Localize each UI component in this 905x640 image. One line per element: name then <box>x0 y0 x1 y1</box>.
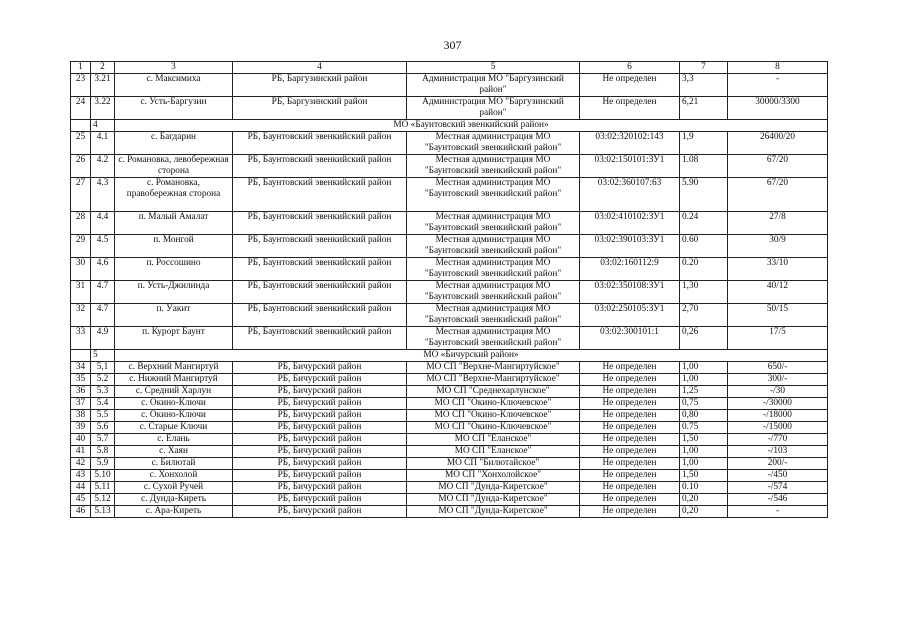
cadastre-cell: Не определен <box>580 398 680 410</box>
row-number-cell: 43 <box>71 470 91 482</box>
area-cell: 1,9 <box>680 132 728 155</box>
code-cell: 4.1 <box>91 132 115 155</box>
district-cell: РБ, Баргузинский район <box>233 97 407 120</box>
administration-cell: МО СП "Среднехарлунское" <box>407 386 580 398</box>
header-cell: 8 <box>728 62 828 74</box>
settlement-cell: п. Уакит <box>115 304 233 327</box>
cadastre-cell: Не определен <box>580 446 680 458</box>
settlement-cell: п. Курорт Баунт <box>115 327 233 350</box>
table-row <box>71 506 828 518</box>
area-cell: 1,00 <box>680 362 728 374</box>
section-number-cell <box>71 350 91 362</box>
table-row <box>71 458 828 470</box>
settlement-cell: с. Багдарин <box>115 132 233 155</box>
row-number-cell: 46 <box>71 506 91 518</box>
area-cell: 1,00 <box>680 374 728 386</box>
row-number-cell: 30 <box>71 258 91 281</box>
row-number-cell: 44 <box>71 482 91 494</box>
settlement-cell: с. Окино-Ключи <box>115 410 233 422</box>
settlement-cell: с. Билютай <box>115 458 233 470</box>
settlement-cell: с. Усть-Баргузин <box>115 97 233 120</box>
code-cell: 4.9 <box>91 327 115 350</box>
volume-cell: -/574 <box>728 482 828 494</box>
area-cell: 1,50 <box>680 470 728 482</box>
district-cell: РБ, Баунтовский эвенкийский район <box>233 304 407 327</box>
volume-cell: 650/- <box>728 362 828 374</box>
table-row <box>71 446 828 458</box>
table-row <box>71 235 828 258</box>
administration-cell: МО СП "Окино-Ключевское" <box>407 410 580 422</box>
code-cell: 5.9 <box>91 458 115 470</box>
settlement-cell: с. Романовка, левобережная сторона <box>115 155 233 178</box>
district-cell: РБ, Баунтовский эвенкийский район <box>233 327 407 350</box>
administration-cell: Местная администрация МО "Баунтовский эвенкийский район" <box>407 155 580 178</box>
area-cell: 0,20 <box>680 506 728 518</box>
district-cell: РБ, Бичурский район <box>233 362 407 374</box>
cadastre-cell: Не определен <box>580 410 680 422</box>
code-cell: 4.7 <box>91 304 115 327</box>
settlement-cell: с. Романовка, правобережная сторона <box>115 178 233 212</box>
administration-cell: Местная администрация МО "Баунтовский эвенкийский район" <box>407 304 580 327</box>
row-number-cell: 32 <box>71 304 91 327</box>
administration-cell: Местная администрация МО "Баунтовский эвенкийский район" <box>407 212 580 235</box>
table-row <box>71 258 828 281</box>
settlement-cell: с. Хонхолой <box>115 470 233 482</box>
code-cell: 5.11 <box>91 482 115 494</box>
settlement-cell: с. Сухой Ручей <box>115 482 233 494</box>
cadastre-cell: Не определен <box>580 494 680 506</box>
table-row <box>71 374 828 386</box>
district-cell: РБ, Бичурский район <box>233 446 407 458</box>
volume-cell: - <box>728 506 828 518</box>
cadastre-cell: 03:02:350108:ЗУ1 <box>580 281 680 304</box>
row-number-cell: 25 <box>71 132 91 155</box>
administration-cell: МО СП "Еланское" <box>407 434 580 446</box>
cadastre-cell: Не определен <box>580 362 680 374</box>
section-row <box>71 120 828 132</box>
district-cell: РБ, Баунтовский эвенкийский район <box>233 178 407 212</box>
administration-cell: МО СП "Верхне-Мангиртуйское" <box>407 374 580 386</box>
district-cell: РБ, Бичурский район <box>233 434 407 446</box>
table-row <box>71 327 828 350</box>
volume-cell: 33/10 <box>728 258 828 281</box>
table-row <box>71 386 828 398</box>
row-number-cell: 34 <box>71 362 91 374</box>
administration-cell: Местная администрация МО "Баунтовский эвенкийский район" <box>407 281 580 304</box>
volume-cell: 30/9 <box>728 235 828 258</box>
volume-cell: -/103 <box>728 446 828 458</box>
area-cell: 0.24 <box>680 212 728 235</box>
settlement-cell: с. Верхний Мангиртуй <box>115 362 233 374</box>
area-cell: 0.75 <box>680 422 728 434</box>
settlement-cell: п. Усть-Джилинда <box>115 281 233 304</box>
row-number-cell: 33 <box>71 327 91 350</box>
cadastre-cell: Не определен <box>580 470 680 482</box>
settlement-cell: с. Окино-Ключи <box>115 398 233 410</box>
table-row <box>71 482 828 494</box>
administration-cell: Местная администрация МО "Баунтовский эвенкийский район" <box>407 132 580 155</box>
district-cell: РБ, Баунтовский эвенкийский район <box>233 235 407 258</box>
code-cell: 4.5 <box>91 235 115 258</box>
administration-cell: МО СП "Верхне-Мангиртуйское" <box>407 362 580 374</box>
district-cell: РБ, Баунтовский эвенкийский район <box>233 155 407 178</box>
district-cell: РБ, Баунтовский эвенкийский район <box>233 281 407 304</box>
district-cell: РБ, Бичурский район <box>233 386 407 398</box>
administration-cell: МО СП "Дунда-Киретское" <box>407 494 580 506</box>
header-cell: 2 <box>91 62 115 74</box>
table-row <box>71 304 828 327</box>
section-code-cell: 4 <box>91 120 115 132</box>
volume-cell: 67/20 <box>728 178 828 212</box>
administration-cell: Администрация МО "Баргузинский район" <box>407 74 580 97</box>
area-cell: 0.20 <box>680 258 728 281</box>
row-number-cell: 36 <box>71 386 91 398</box>
row-number-cell: 42 <box>71 458 91 470</box>
code-cell: 4.7 <box>91 281 115 304</box>
area-cell: 1,25 <box>680 386 728 398</box>
table-row <box>71 362 828 374</box>
cadastre-cell: 03:02:360107:63 <box>580 178 680 212</box>
row-number-cell: 41 <box>71 446 91 458</box>
code-cell: 5.13 <box>91 506 115 518</box>
section-title: МО «Баунтовский эвенкийский район» <box>115 120 828 132</box>
code-cell: 5.10 <box>91 470 115 482</box>
administration-cell: МО СП "Дунда-Киретское" <box>407 506 580 518</box>
code-cell: 5.6 <box>91 422 115 434</box>
area-cell: 3,3 <box>680 74 728 97</box>
area-cell: 6,21 <box>680 97 728 120</box>
administration-cell: Местная администрация МО "Баунтовский эвенкийский район" <box>407 235 580 258</box>
cadastre-cell: Не определен <box>580 422 680 434</box>
settlement-cell: п. Малый Амалат <box>115 212 233 235</box>
table-row <box>71 74 828 97</box>
table-body <box>71 62 828 518</box>
volume-cell: -/546 <box>728 494 828 506</box>
code-cell: 5.2 <box>91 374 115 386</box>
header-cell: 5 <box>407 62 580 74</box>
row-number-cell: 23 <box>71 74 91 97</box>
row-number-cell: 45 <box>71 494 91 506</box>
settlement-cell: с. Дунда-Киреть <box>115 494 233 506</box>
table-row <box>71 97 828 120</box>
volume-cell: 26400/20 <box>728 132 828 155</box>
cadastre-cell: Не определен <box>580 374 680 386</box>
district-cell: РБ, Бичурский район <box>233 398 407 410</box>
section-row <box>71 350 828 362</box>
row-number-cell: 38 <box>71 410 91 422</box>
area-cell: 2,70 <box>680 304 728 327</box>
settlement-cell: с. Старые Ключи <box>115 422 233 434</box>
district-cell: РБ, Бичурский район <box>233 374 407 386</box>
district-cell: РБ, Бичурский район <box>233 458 407 470</box>
cadastre-cell: 03:02:160112:9 <box>580 258 680 281</box>
volume-cell: 67/20 <box>728 155 828 178</box>
header-cell: 3 <box>115 62 233 74</box>
volume-cell: 300/- <box>728 374 828 386</box>
cadastre-cell: Не определен <box>580 482 680 494</box>
code-cell: 5.7 <box>91 434 115 446</box>
district-cell: РБ, Бичурский район <box>233 506 407 518</box>
row-number-cell: 27 <box>71 178 91 212</box>
table-row <box>71 398 828 410</box>
area-cell: 1,30 <box>680 281 728 304</box>
code-cell: 4.4 <box>91 212 115 235</box>
district-cell: РБ, Баунтовский эвенкийский район <box>233 258 407 281</box>
administration-cell: Местная администрация МО "Баунтовский эвенкийский район" <box>407 178 580 212</box>
row-number-cell: 28 <box>71 212 91 235</box>
code-cell: 4.2 <box>91 155 115 178</box>
area-cell: 0,20 <box>680 494 728 506</box>
volume-cell: 50/15 <box>728 304 828 327</box>
table-row <box>71 281 828 304</box>
area-cell: 0,80 <box>680 410 728 422</box>
cadastre-cell: 03:02:300101:1 <box>580 327 680 350</box>
district-cell: РБ, Баунтовский эвенкийский район <box>233 132 407 155</box>
table-row <box>71 434 828 446</box>
page-number: 307 <box>443 38 462 52</box>
table-row <box>71 155 828 178</box>
area-cell: 0.60 <box>680 235 728 258</box>
cadastre-cell: 03:02:320102:143 <box>580 132 680 155</box>
district-cell: РБ, Бичурский район <box>233 482 407 494</box>
row-number-cell: 29 <box>71 235 91 258</box>
volume-cell: -/30 <box>728 386 828 398</box>
cadastre-cell: 03:02:410102:ЗУ1 <box>580 212 680 235</box>
settlement-cell: с. Средний Харлун <box>115 386 233 398</box>
volume-cell: -/770 <box>728 434 828 446</box>
area-cell: 0.10 <box>680 482 728 494</box>
cadastre-cell: Не определен <box>580 434 680 446</box>
code-cell: 5.5 <box>91 410 115 422</box>
settlement-cell: с. Елань <box>115 434 233 446</box>
section-title: МО «Бичурский район» <box>115 350 828 362</box>
volume-cell: 200/- <box>728 458 828 470</box>
administration-cell: МО СП "Окино-Ключевское" <box>407 398 580 410</box>
district-cell: РБ, Бичурский район <box>233 422 407 434</box>
area-cell: 0,75 <box>680 398 728 410</box>
administration-cell: МО СП "Билютайское" <box>407 458 580 470</box>
code-cell: 5.8 <box>91 446 115 458</box>
settlement-cell: с. Максимиха <box>115 74 233 97</box>
administration-cell: Местная администрация МО "Баунтовский эвенкийский район" <box>407 258 580 281</box>
row-number-cell: 26 <box>71 155 91 178</box>
settlement-cell: с. Ара-Киреть <box>115 506 233 518</box>
header-cell: 1 <box>71 62 91 74</box>
volume-cell: -/30000 <box>728 398 828 410</box>
code-cell: 3.21 <box>91 74 115 97</box>
row-number-cell: 40 <box>71 434 91 446</box>
volume-cell: -/15000 <box>728 422 828 434</box>
administration-cell: МО СП "Хонхолойское" <box>407 470 580 482</box>
row-number-cell: 35 <box>71 374 91 386</box>
code-cell: 5.4 <box>91 398 115 410</box>
area-cell: 0,26 <box>680 327 728 350</box>
cadastre-cell: 03:02:390103:ЗУ1 <box>580 235 680 258</box>
volume-cell: 27/8 <box>728 212 828 235</box>
table-row <box>71 422 828 434</box>
district-cell: РБ, Баунтовский эвенкийский район <box>233 212 407 235</box>
code-cell: 5,1 <box>91 362 115 374</box>
registry-table <box>70 61 828 518</box>
cadastre-cell: 03:02:250105:ЗУ1 <box>580 304 680 327</box>
volume-cell: 40/12 <box>728 281 828 304</box>
header-cell: 7 <box>680 62 728 74</box>
table-row <box>71 470 828 482</box>
settlement-cell: с. Нижний Мангиртуй <box>115 374 233 386</box>
table-row <box>71 178 828 212</box>
administration-cell: МО СП "Дунда-Киретское" <box>407 482 580 494</box>
section-code-cell: 5 <box>91 350 115 362</box>
volume-cell: 30000/3300 <box>728 97 828 120</box>
row-number-cell: 24 <box>71 97 91 120</box>
section-number-cell <box>71 120 91 132</box>
volume-cell: 17/5 <box>728 327 828 350</box>
code-cell: 3.22 <box>91 97 115 120</box>
code-cell: 4.6 <box>91 258 115 281</box>
row-number-cell: 37 <box>71 398 91 410</box>
administration-cell: МО СП "Окино-Ключевское" <box>407 422 580 434</box>
cadastre-cell: Не определен <box>580 458 680 470</box>
header-cell: 6 <box>580 62 680 74</box>
settlement-cell: п. Россошино <box>115 258 233 281</box>
cadastre-cell: Не определен <box>580 74 680 97</box>
district-cell: РБ, Бичурский район <box>233 410 407 422</box>
cadastre-cell: Не определен <box>580 97 680 120</box>
volume-cell: -/450 <box>728 470 828 482</box>
area-cell: 5.90 <box>680 178 728 212</box>
area-cell: 1,00 <box>680 458 728 470</box>
code-cell: 5.12 <box>91 494 115 506</box>
volume-cell: - <box>728 74 828 97</box>
cadastre-cell: Не определен <box>580 386 680 398</box>
district-cell: РБ, Бичурский район <box>233 470 407 482</box>
row-number-cell: 39 <box>71 422 91 434</box>
code-cell: 5.3 <box>91 386 115 398</box>
table-row <box>71 212 828 235</box>
cadastre-cell: 03:02:150101:ЗУ1 <box>580 155 680 178</box>
table-row <box>71 410 828 422</box>
district-cell: РБ, Бичурский район <box>233 494 407 506</box>
code-cell: 4.3 <box>91 178 115 212</box>
area-cell: 1.08 <box>680 155 728 178</box>
area-cell: 1,50 <box>680 434 728 446</box>
administration-cell: Администрация МО "Баргузинский район" <box>407 97 580 120</box>
header-row <box>71 62 828 74</box>
table-row <box>71 494 828 506</box>
row-number-cell: 31 <box>71 281 91 304</box>
volume-cell: -/18000 <box>728 410 828 422</box>
settlement-cell: п. Монгой <box>115 235 233 258</box>
administration-cell: Местная администрация МО "Баунтовский эвенкийский район" <box>407 327 580 350</box>
district-cell: РБ, Баргузинский район <box>233 74 407 97</box>
table-row <box>71 132 828 155</box>
settlement-cell: с. Хаян <box>115 446 233 458</box>
administration-cell: МО СП "Еланское" <box>407 446 580 458</box>
header-cell: 4 <box>233 62 407 74</box>
cadastre-cell: Не определен <box>580 506 680 518</box>
area-cell: 1,00 <box>680 446 728 458</box>
